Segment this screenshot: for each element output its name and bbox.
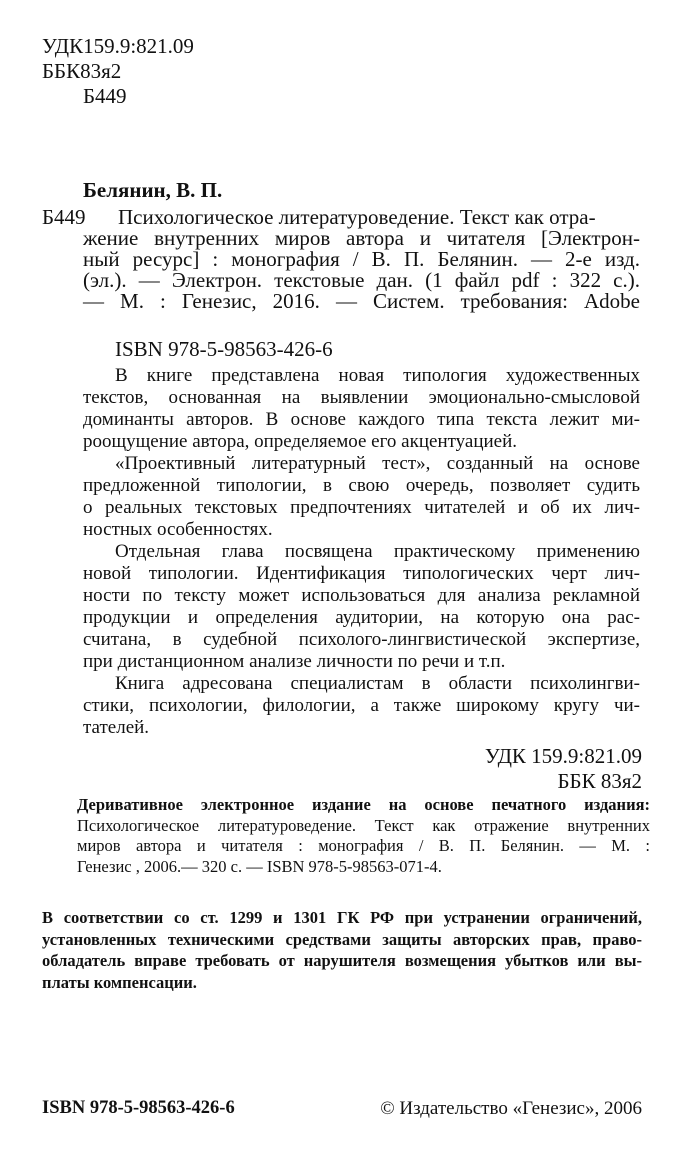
abstract-line: о реальных текстовых предпочтениях читателей и об их лич- [83,497,640,518]
rights-line: обладатель вправе требовать от нарушителя возмещения убытков или вы- [42,951,642,970]
bbk-code: ББК83я2 [42,59,122,83]
classification-udk: УДК 159.9:821.09 [484,744,642,768]
derivative-line: Генезис , 2006.— 320 с. — ISBN 978-5-98563-071-4. [77,856,442,876]
footer-isbn: ISBN 978-5-98563-426-6 [42,1098,235,1118]
abstract-line: роощущение автора, определяемое его акцентуацией. [83,431,518,452]
abstract-line: считана, в судебной психолого-лингвистической экспертизе, [83,629,640,650]
classification-bbk: ББК 83я2 [557,769,642,793]
entry-author: Белянин, В. П. [83,178,223,202]
footer-copyright: © Издательство «Генезис», 2006 [380,1098,642,1119]
abstract-line: при дистанционном анализе личности по речи и т.п. [83,651,506,672]
author-mark: Б449 [83,84,127,108]
abstract-line: В книге представлена новая типология художественных [115,365,640,386]
derivative-heading: Деривативное электронное издание на основе печатного издания: [77,795,650,814]
abstract-line: ности по тексту может использоваться для анализа рекламной [83,585,640,606]
rights-notice [42,907,642,993]
abstract-line: текстов, основанная на выявлении эмоционально-смысловой [83,387,640,408]
entry-mark: Б449 [42,205,86,229]
header-codes [42,34,194,109]
abstract-line: ностных особенностях. [83,519,273,540]
rights-line: В соответствии со ст. 1299 и 1301 ГК РФ при устранении ограничений, [42,908,642,927]
udk-code: УДК159.9:821.09 [42,34,194,58]
biblio-line: Психологическое литературоведение. Текст как отра- [118,205,596,229]
biblio-line: ный ресурс] : монография / В. П. Белянин. — 2-е изд. [83,247,640,271]
abstract-line: предложенной типологии, в свою очередь, позволяет судить [83,475,640,496]
abstract-line: «Проективный литературный тест», созданный на основе [115,453,640,474]
entry-isbn: ISBN 978-5-98563-426-6 [115,337,333,361]
rights-line: платы компенсации. [42,972,197,992]
abstract-line: Книга адресована специалистам в области психолингви- [115,673,640,694]
biblio-line: — М. : Генезис, 2016. — Систем. требования: Adobe [83,289,640,313]
biblio-line: жение внутренних миров автора и читателя [Электрон- [83,226,640,250]
derivative-note [77,795,650,877]
derivative-line: Психологическое литературоведение. Текст как отражение внутренних [77,815,650,835]
abstract-line: доминанты авторов. В основе каждого типа текста лежит ми- [83,409,640,430]
abstract-line: стики, психологии, филологии, а также широкому кругу чи- [83,695,640,716]
derivative-line: миров автора и читателя : монография / В. П. Белянин. — М. : [77,836,650,855]
rights-line: установленных техническими средствами защиты авторских прав, право- [42,929,642,949]
abstract-line: Отдельная глава посвящена практическому применению [115,541,640,562]
biblio-line: (эл.). — Электрон. текстовые дан. (1 файл pdf : 322 с.). [83,268,640,292]
abstract-line: тателей. [83,717,150,738]
abstract-line: новой типологии. Идентификация типологических черт лич- [83,563,640,584]
abstract-line: продукции и определения аудитории, на которую она рас- [83,607,640,628]
